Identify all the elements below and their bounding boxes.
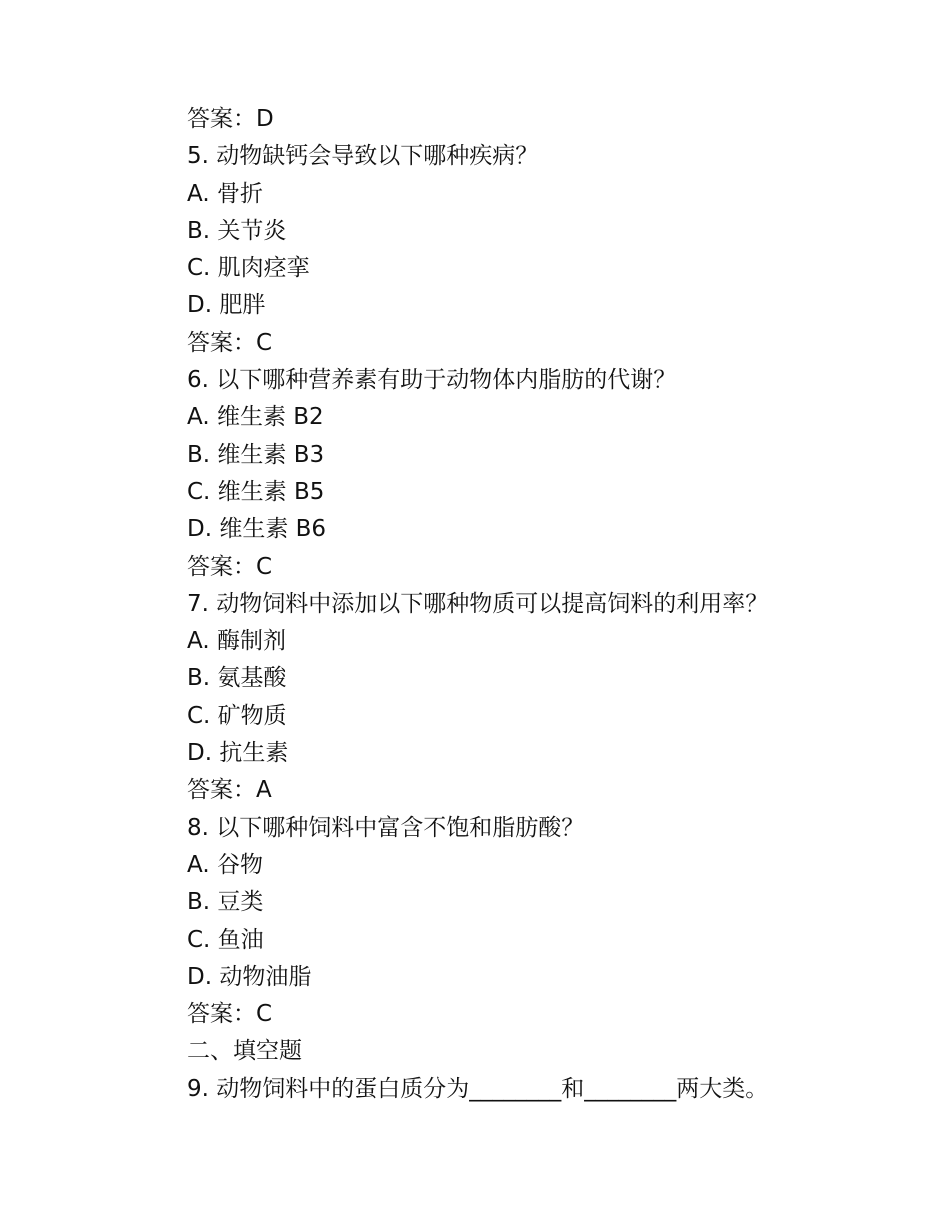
answer-line: 答案：C xyxy=(187,1001,273,1028)
option-line: C. 鱼油 xyxy=(187,926,264,953)
option-line: C. 肌肉痉挛 xyxy=(187,255,310,282)
option-line: D. 维生素 B6 xyxy=(187,516,327,543)
question-6: 6. 以下哪种营养素有助于动物体内脂肪的代谢？ xyxy=(187,367,677,394)
option-line: D. 抗生素 xyxy=(187,740,289,767)
answer-line: 答案：A xyxy=(187,777,272,804)
question-9: 9. 动物饲料中的蛋白质分为________和________两大类。 xyxy=(187,1075,769,1102)
question-5: 5. 动物缺钙会导致以下哪种疾病？ xyxy=(187,143,539,170)
answer-line: 答案：D xyxy=(187,106,274,132)
option-line: B. 维生素 B3 xyxy=(187,441,325,468)
option-line: A. 谷物 xyxy=(187,851,263,878)
option-line: B. 氨基酸 xyxy=(187,665,287,692)
question-8: 8. 以下哪种饲料中富含不饱和脂肪酸？ xyxy=(187,814,585,841)
section-heading: 二、填空题 xyxy=(187,1038,302,1065)
option-line: A. 骨折 xyxy=(187,180,263,207)
option-line: D. 动物油脂 xyxy=(187,963,312,990)
document-body xyxy=(187,101,887,1108)
option-line: C. 矿物质 xyxy=(187,702,287,729)
option-line: B. 豆类 xyxy=(187,889,264,916)
option-line: A. 维生素 B2 xyxy=(187,404,324,431)
answer-line: 答案：C xyxy=(187,553,273,580)
option-line: B. 关节炎 xyxy=(187,217,287,244)
option-line: C. 维生素 B5 xyxy=(187,478,325,505)
question-7: 7. 动物饲料中添加以下哪种物质可以提高饲料的利用率？ xyxy=(187,590,769,617)
option-line: D. 肥胖 xyxy=(187,292,266,319)
option-line: A. 酶制剂 xyxy=(187,628,286,655)
answer-line: 答案：C xyxy=(187,329,273,356)
